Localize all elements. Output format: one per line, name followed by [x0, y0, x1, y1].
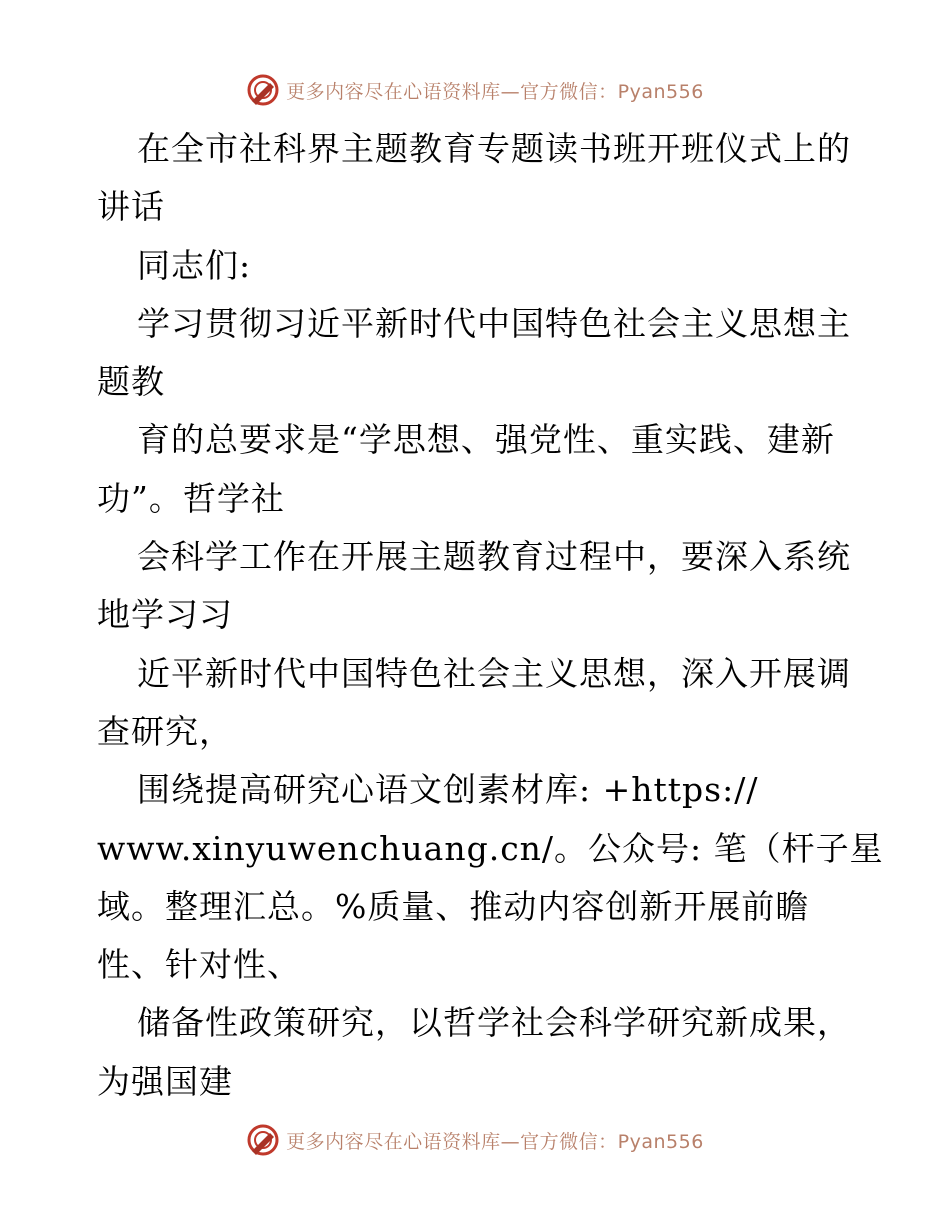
text-line: 同志们:: [137, 245, 252, 285]
document-body: [97, 120, 884, 1111]
pen-logo-icon: [246, 1123, 280, 1157]
text-line: 围绕提高研究心语文创素材库: +https://: [137, 770, 759, 810]
footer-banner-text: 更多内容尽在心语资料库—官方微信：Pyan556: [286, 1130, 704, 1153]
text-line: 在全市社科界主题教育专题读书班开班仪式上的: [137, 129, 851, 168]
text-line: 题教: [97, 362, 165, 402]
text-line: 储备性政策研究，以哲学社会科学研究新成果，: [137, 1003, 851, 1043]
footer-banner: [0, 1120, 950, 1160]
text-line: 地学习习: [97, 595, 233, 635]
text-line: 域。整理汇总。%质量、推动内容创新开展前瞻: [97, 886, 810, 926]
text-line: 查研究，: [97, 711, 233, 751]
text-line: 功”。哲学社: [97, 478, 285, 518]
header-banner-text: 更多内容尽在心语资料库—官方微信：Pyan556: [286, 80, 704, 103]
header-banner: [0, 70, 950, 110]
text-line: 性、针对性、: [97, 945, 301, 985]
text-line: www.xinyuwenchuang.cn/。公众号: 笔（杆子星: [97, 828, 884, 868]
pen-logo-icon: [246, 73, 280, 107]
text-line: 讲话: [97, 187, 165, 227]
text-line: 会科学工作在开展主题教育过程中，要深入系统: [137, 537, 851, 577]
text-line: 学习贯彻习近平新时代中国特色社会主义思想主: [137, 303, 851, 343]
text-line: 育的总要求是“学思想、强党性、重实践、建新: [137, 420, 835, 460]
text-line: 近平新时代中国特色社会主义思想，深入开展调: [137, 653, 851, 693]
text-line: 为强国建: [97, 1061, 233, 1101]
